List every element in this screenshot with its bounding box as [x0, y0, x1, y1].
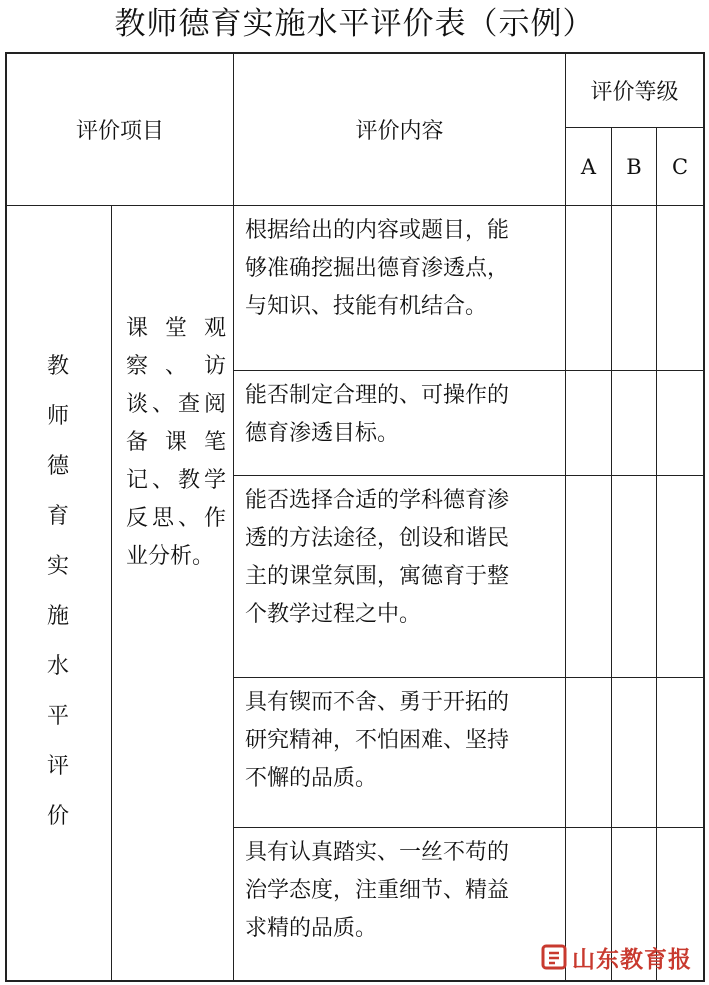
category-char: 育	[46, 504, 69, 529]
category-char: 评	[46, 754, 69, 779]
col-divider-b-c	[656, 127, 657, 982]
grade-b-header: B	[626, 154, 642, 179]
grade-a-header: A	[580, 154, 597, 179]
method-line: 察、访	[126, 354, 226, 379]
category-char: 平	[46, 704, 69, 729]
method-line: 业分析。	[126, 544, 215, 569]
category-char: 价	[46, 804, 69, 829]
row-divider-2	[233, 475, 705, 476]
content-row-4	[245, 684, 563, 798]
content-row-3	[245, 482, 563, 634]
evaluation-table	[5, 52, 705, 982]
category-char: 施	[46, 604, 69, 629]
content-line: 透的方法途径，创设和谐民	[245, 526, 510, 551]
header-content: 评价内容	[355, 119, 444, 144]
content-line: 研究精神，不怕困难、坚持	[245, 728, 510, 753]
content-line: 德育渗透目标。	[245, 421, 400, 446]
header-divider	[5, 205, 705, 206]
col-divider-a-b	[611, 127, 612, 982]
category-vertical-text	[5, 342, 111, 842]
content-line: 具有认真踏实、一丝不苟的	[245, 840, 510, 865]
content-line: 能否制定合理的、可操作的	[245, 383, 510, 408]
category-char: 教	[46, 354, 69, 379]
content-line: 个教学过程之中。	[245, 602, 422, 627]
header-item: 评价项目	[75, 119, 164, 144]
row-divider-1	[233, 370, 705, 371]
content-row-2	[245, 377, 563, 453]
method-line: 备课笔	[126, 430, 226, 455]
content-line: 根据给出的内容或题目，能	[245, 218, 510, 243]
col-divider-category	[111, 205, 112, 982]
row-divider-3	[233, 677, 705, 678]
content-line: 够准确挖掘出德育渗透点，	[245, 256, 510, 281]
content-row-5	[245, 834, 563, 948]
table-border-bottom	[5, 980, 705, 982]
page-title: 教师德育实施水平评价表（示例）	[114, 6, 595, 42]
table-border-right	[703, 52, 705, 982]
content-line: 与知识、技能有机结合。	[245, 294, 488, 319]
evaluation-method	[126, 310, 226, 576]
content-line: 主的课堂氛围，寓德育于整	[245, 564, 510, 589]
content-line: 求精的品质。	[245, 916, 378, 941]
watermark	[540, 938, 705, 976]
watermark-text: 山东教育报	[572, 945, 692, 973]
method-line: 谈、查阅	[126, 392, 226, 417]
content-line: 治学态度，注重细节、精益	[245, 878, 510, 903]
newspaper-logo-icon	[540, 942, 568, 972]
header-level: 评价等级	[590, 80, 679, 105]
category-char: 实	[46, 554, 69, 579]
category-char: 师	[46, 404, 69, 429]
category-char: 水	[46, 654, 69, 679]
row-divider-4	[233, 827, 705, 828]
content-line: 能否选择合适的学科德育渗	[245, 488, 510, 513]
category-char: 德	[46, 454, 69, 479]
method-line: 反思、作	[126, 506, 226, 531]
content-row-1	[245, 212, 563, 326]
content-line: 不懈的品质。	[245, 766, 378, 791]
method-line: 课堂观	[126, 316, 226, 341]
content-line: 具有锲而不舍、勇于开拓的	[245, 690, 510, 715]
method-line: 记、教学	[126, 468, 226, 493]
grade-c-header: C	[671, 154, 689, 179]
